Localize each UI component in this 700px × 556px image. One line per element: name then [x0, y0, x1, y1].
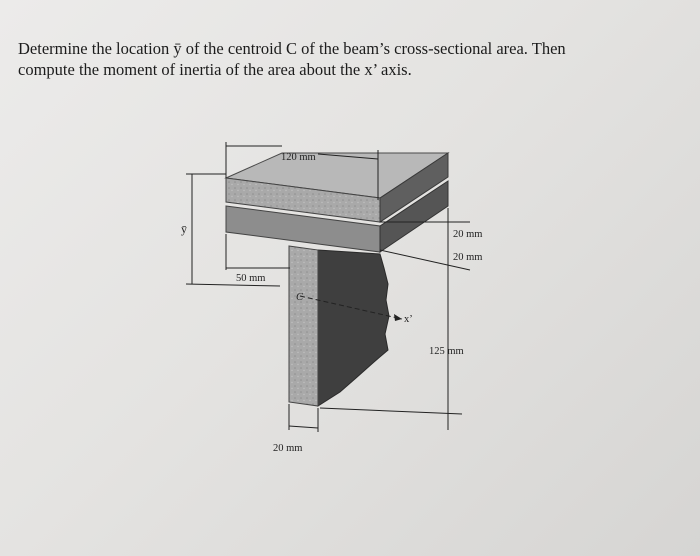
- x-prime-label: x’: [404, 314, 413, 325]
- problem-line-2: compute the moment of inertia of the area about the x’ axis.: [18, 60, 412, 79]
- dim-web-offset: 50 mm: [236, 273, 266, 284]
- dim-flange-2: 20 mm: [453, 252, 483, 263]
- dim-web-thickness: 20 mm: [273, 443, 303, 454]
- dim-width-top: 120 mm: [281, 152, 316, 163]
- dim-web-height: 125 mm: [429, 346, 464, 357]
- web-side: [318, 250, 389, 406]
- dim-flange-1: 20 mm: [453, 229, 483, 240]
- centroid-label: C: [296, 292, 304, 303]
- x-prime-arrowhead: [394, 314, 402, 321]
- problem-line-1: Determine the location ȳ of the centroid C of the beam’s cross-sectional area. Then: [18, 39, 566, 58]
- web-front: [289, 246, 318, 406]
- ybar-label: ȳ: [181, 222, 187, 236]
